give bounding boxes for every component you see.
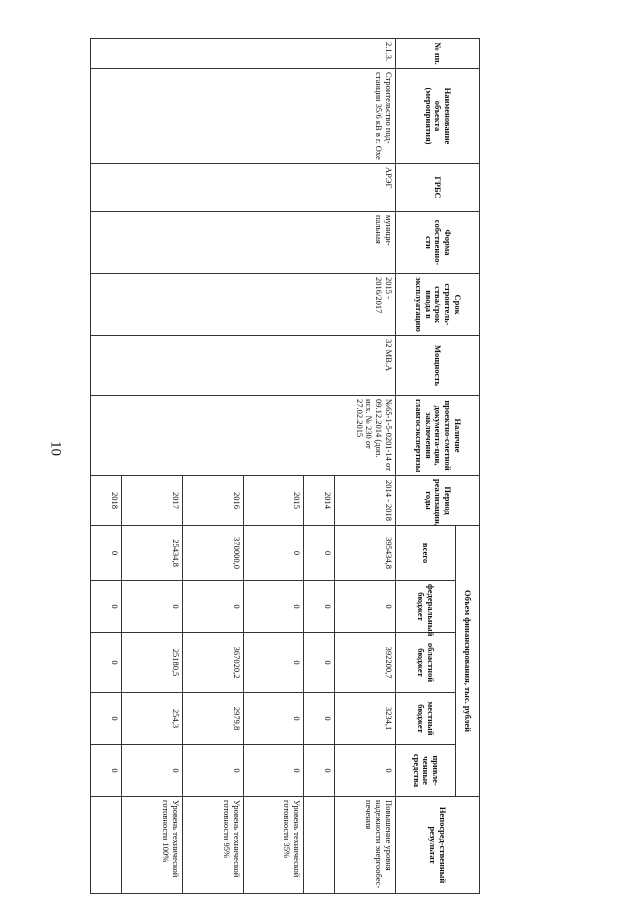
cell-attracted: 0 [122, 745, 183, 797]
header-federal: федеральный бюджет [396, 581, 456, 633]
cell-result [91, 797, 122, 894]
cell-local: 0 [243, 693, 304, 745]
cell-federal: 0 [304, 581, 335, 633]
header-num: № пп. [396, 39, 480, 69]
cell-local: 254,3 [122, 693, 183, 745]
header-attracted: привле-ченные средства [396, 745, 456, 797]
cell-period: 2017 [122, 476, 183, 526]
cell-total: 0 [91, 526, 122, 581]
cell-period: 2016 [182, 476, 243, 526]
cell-regional: 367020,2 [182, 633, 243, 693]
cell-name: Строительство под-станции 35/6 кВ в г. Охе [91, 69, 396, 164]
cell-regional: 0 [91, 633, 122, 693]
cell-period: 2014 - 2018 [335, 476, 396, 526]
cell-federal: 0 [122, 581, 183, 633]
cell-local: 0 [304, 693, 335, 745]
cell-result: Уровень технической готовности 35% [243, 797, 304, 894]
cell-grbs: АРЭГ [91, 164, 396, 212]
cell-attracted: 0 [243, 745, 304, 797]
cell-attracted: 0 [304, 745, 335, 797]
cell-period-build: 2015 - 2016/2017 [91, 274, 396, 336]
document-page [90, 38, 480, 893]
header-capacity: Мощность [396, 336, 480, 396]
cell-result [304, 797, 335, 894]
cell-total: 0 [304, 526, 335, 581]
cell-local: 0 [91, 693, 122, 745]
header-local: местный бюджет [396, 693, 456, 745]
cell-attracted: 0 [335, 745, 396, 797]
cell-regional: 392200,7 [335, 633, 396, 693]
cell-result: Уровень технической готовности 95% [182, 797, 243, 894]
cell-total: 25434,8 [122, 526, 183, 581]
cell-regional: 25180,5 [122, 633, 183, 693]
cell-psd: №65-1-5-0201-14 от 09.12.2014 (доп. исх. № 230 от 27.02.2015 [91, 396, 396, 476]
cell-result: Повышение уровня надежности энергообес-печения [335, 797, 396, 894]
cell-federal: 0 [91, 581, 122, 633]
cell-federal: 0 [243, 581, 304, 633]
cell-attracted: 0 [182, 745, 243, 797]
header-result: Непосред-ственный результат [396, 797, 480, 894]
cell-period: 2014 [304, 476, 335, 526]
header-period-build: Срок строитель-ства/срок ввода в эксплуатацию [396, 274, 480, 336]
cell-total: 0 [243, 526, 304, 581]
cell-period: 2018 [91, 476, 122, 526]
header-period: Период реализации, годы [396, 476, 480, 526]
cell-ownership: муници-пальная [91, 212, 396, 274]
cell-num: 2.1.3. [91, 39, 396, 69]
cell-attracted: 0 [91, 745, 122, 797]
cell-capacity: 32 МВ.А [91, 336, 396, 396]
cell-federal: 0 [335, 581, 396, 633]
header-total: всего [396, 526, 456, 581]
cell-result: Уровень технической готовности 100% [122, 797, 183, 894]
header-grbs: ГРБС [396, 164, 480, 212]
cell-regional: 0 [304, 633, 335, 693]
cell-regional: 0 [243, 633, 304, 693]
cell-total: 370000,0 [182, 526, 243, 581]
header-regional: областной бюджет [396, 633, 456, 693]
page-number: 10 [47, 441, 64, 456]
cell-local: 3234,1 [335, 693, 396, 745]
table-rotated [90, 38, 480, 893]
cell-period: 2015 [243, 476, 304, 526]
funding-table [90, 38, 480, 894]
cell-federal: 0 [182, 581, 243, 633]
header-name: Наименование объекта (мероприятия) [396, 69, 480, 164]
header-funding-group: Объем финансирования, тыс. рублей [456, 526, 480, 797]
header-psd: Наличие проектно-сметной документа-ции, заключения главгосэкспертизы [396, 396, 480, 476]
header-ownership: Форма собственно-сти [396, 212, 480, 274]
cell-total: 395434,8 [335, 526, 396, 581]
cell-local: 2979,8 [182, 693, 243, 745]
